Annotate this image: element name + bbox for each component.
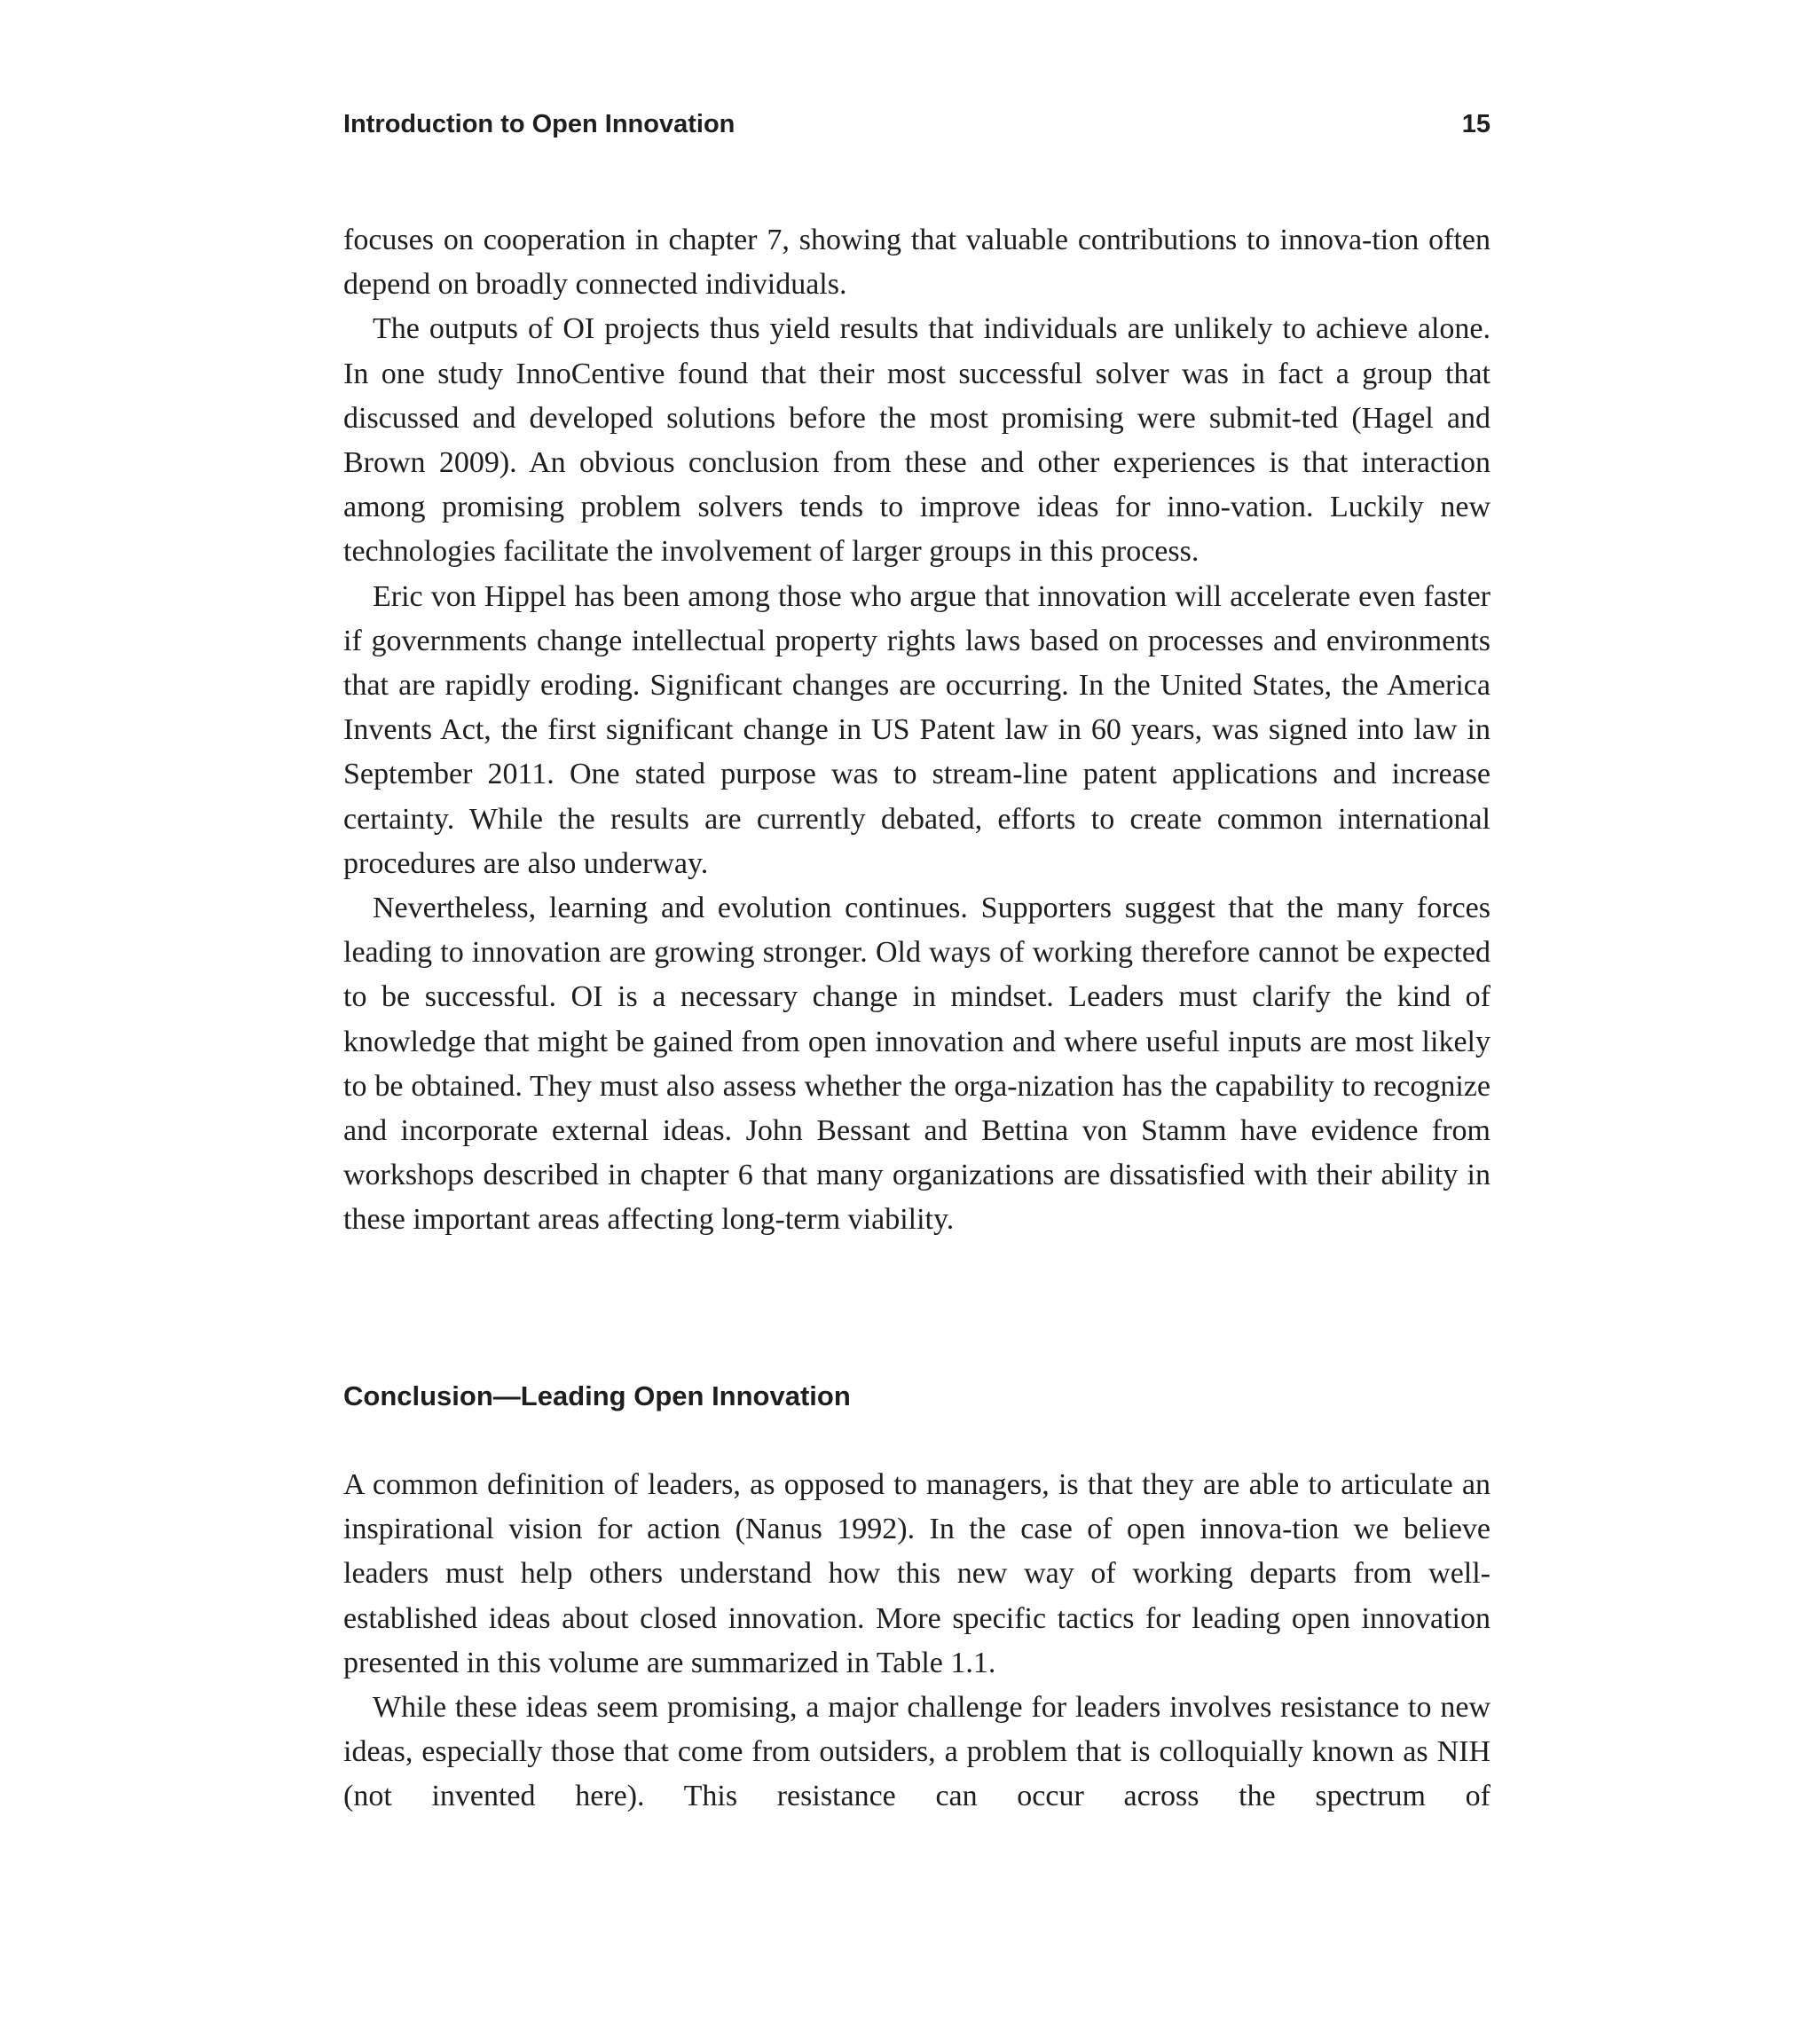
- paragraph: Nevertheless, learning and evolution continues. Supporters suggest that the many forces leading to innovation are growing stronger. Old ways of working therefore cannot be expected to be successful. OI is a necessary change in mindset. Leaders must clarify the kind of knowledge that might be gained from open innovation and where useful inputs are most likely to be obtained. They must also assess whether the orga-nization has the capability to recognize and incorporate external ideas. John Bessant and Bettina von Stamm have evidence from workshops described in chapter 6 that many organizations are dissatisfied with their ability in these important areas affecting long-term viability.: [343, 892, 1491, 1237]
- body-text-after-heading: [343, 1463, 1491, 1820]
- paragraph: While these ideas seem promising, a major challenge for leaders involves resistance to new ideas, especially those that come from outsiders, a problem that is colloquially known as NIH (not invented here). This resistance can occur across the spectrum of: [343, 1691, 1491, 1813]
- paragraph: focuses on cooperation in chapter 7, showing that valuable contributions to innova-tion often depend on broadly connected individuals.: [343, 224, 1491, 302]
- paragraph: Eric von Hippel has been among those who argue that innovation will accelerate even faster if governments change intellectual property rights laws based on processes and environments that are rapidly eroding. Significant changes are occurring. In the United States, the America Invents Act, the first significant change in US Patent law in 60 years, was signed into law in September 2011. One stated purpose was to stream-line patent applications and increase certainty. While the results are currently debated, efforts to create common international procedures are also underway.: [343, 579, 1491, 880]
- page-number: 15: [1461, 110, 1491, 138]
- running-head: [343, 105, 1491, 144]
- section-heading: Conclusion—Leading Open Innovation: [343, 1380, 851, 1411]
- body-text-before-heading: [343, 218, 1491, 1243]
- running-head-title: Introduction to Open Innovation: [343, 110, 735, 138]
- paragraph: The outputs of OI projects thus yield results that individuals are unlikely to achieve alone. In one study InnoCentive found that their most successful solver was in fact a group that discussed and developed solutions before the most promising were submit-ted (Hagel and Brown 2009). An obvious conclusion from these and other experiences is that interaction among promising problem solvers tends to improve ideas for inno-vation. Luckily new technologies facilitate the involvement of larger groups in this process.: [343, 312, 1491, 569]
- paragraph: A common definition of leaders, as opposed to managers, is that they are able to articulate an inspirational vision for action (Nanus 1992). In the case of open innova-tion we believe leaders must help others understand how this new way of working departs from well-established ideas about closed innovation. More specific tactics for leading open innovation presented in this volume are summarized in Table 1.1.: [343, 1468, 1491, 1679]
